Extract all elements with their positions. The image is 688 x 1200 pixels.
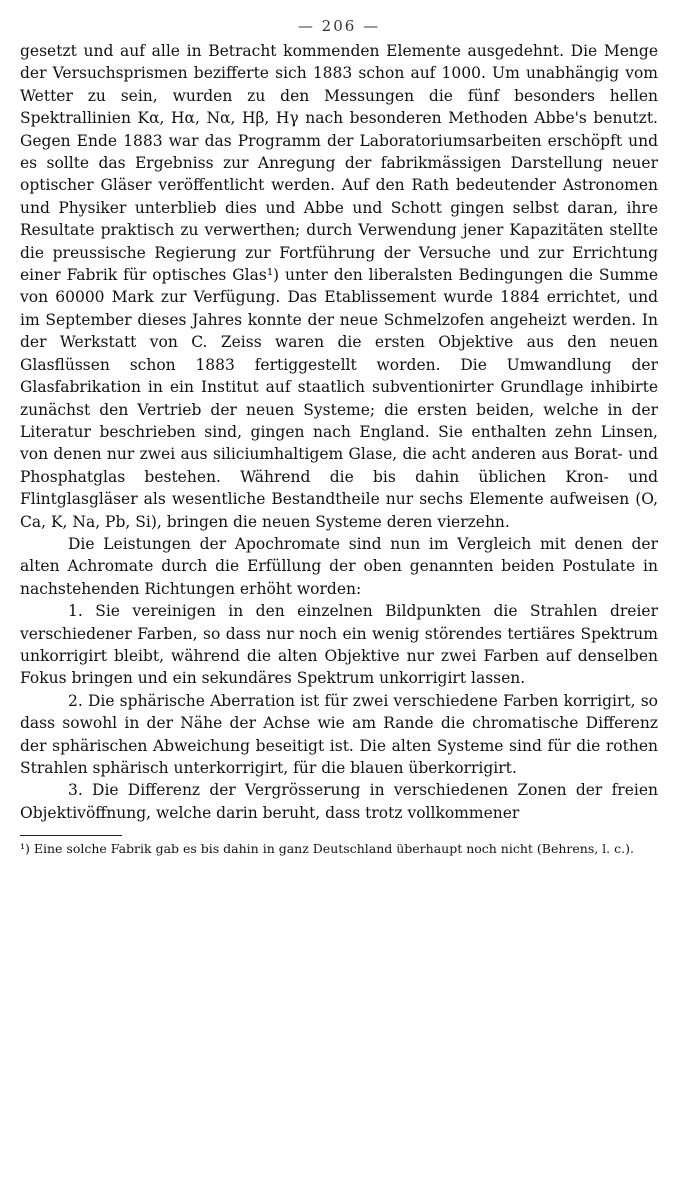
document-page (20, 0, 658, 858)
paragraph-glass-history: gesetzt und auf alle in Betracht kommenden Elemente ausgedehnt. Die Menge der Versuchsprismen bezifferte sich 1883 schon auf 1000. Um unabhängig vom Wetter zu sein, wurden zu den Messungen die fünf besonders hellen Spektrallinien Kα, Hα, Nα, Hβ, Hγ nach besonderen Methoden Abbe's benutzt. Gegen Ende 1883 war das Programm der Laboratoriumsarbeiten erschöpft und es sollte das Ergebniss zur Anregung der fabrikmässigen Darstellung neuer optischer Gläser veröffentlicht werden. Auf den Rath bedeutender Astronomen und Physiker unterblieb dies und Abbe und Schott gingen selbst daran, ihre Resultate praktisch zu verwerthen; durch Verwendung jener Kapazitäten stellte die preussische Regierung zur Fortführung der Versuche und zur Errichtung einer Fabrik für optisches Glas¹) unter den liberalsten Bedingungen die Summe von 60000 Mark zur Verfügung. Das Etablissement wurde 1884 errichtet, und im September dieses Jahres konnte der neue Schmelzofen angeheizt werden. In der Werkstatt von C. Zeiss waren die ersten Objektive aus den neuen Glasflüssen schon 1883 fertiggestellt worden. Die Umwandlung der Glasfabrikation in ein Institut auf staatlich subventionirter Grundlage inhibirte zunächst den Vertrieb der neuen Systeme; die ersten beiden, welche in der Literatur beschrieben sind, gingen nach England. Sie enthalten zehn Linsen, von denen nur zwei aus siliciumhaltigem Glase, die acht anderen aus Borat- und Phosphatglas bestehen. Während die bis dahin üblichen Kron- und Flintglasgläser als wesentliche Bestandtheile nur sechs Elemente aufweisen (O, Ca, K, Na, Pb, Si), bringen die neuen Systeme deren vierzehn. (20, 42, 658, 531)
paragraph-point-1: 1. Sie vereinigen in den einzelnen Bildpunkten die Strahlen dreier verschiedener Farben, so dass nur noch ein wenig störendes tertiäres Spektrum unkorrigirt bleibt, während die alten Objektive nur zwei Farben auf denselben Fokus bringen und ein sekundäres Spektrum unkorrigirt lassen. (20, 602, 658, 688)
paragraph-point-3: 3. Die Differenz der Vergrösserung in verschiedenen Zonen der freien Objektivöffnung, welche darin beruht, dass trotz vollkommener (20, 781, 658, 822)
footnote-divider (20, 835, 122, 836)
page-number: — 206 — (297, 17, 381, 35)
paragraph-apochromat-intro: Die Leistungen der Apochromate sind nun im Vergleich mit denen der alten Achromate durch die Erfüllung der oben genannten beiden Postulate in nachstehenden Richtungen erhöht worden: (20, 534, 658, 598)
footnote: ¹) Eine solche Fabrik gab es bis dahin in ganz Deutschland überhaupt noch nicht (Behrens, l. c.). (20, 841, 634, 857)
paragraph-point-2: 2. Die sphärische Aberration ist für zwei verschiedene Farben korrigirt, so dass sowohl in der Nähe der Achse wie am Rande die chromatische Differenz der sphärischen Abweichung beseitigt ist. Die alten Systeme sind für die rothen Strahlen sphärisch unterkorrigirt, für die blauen überkorrigirt. (20, 691, 658, 777)
